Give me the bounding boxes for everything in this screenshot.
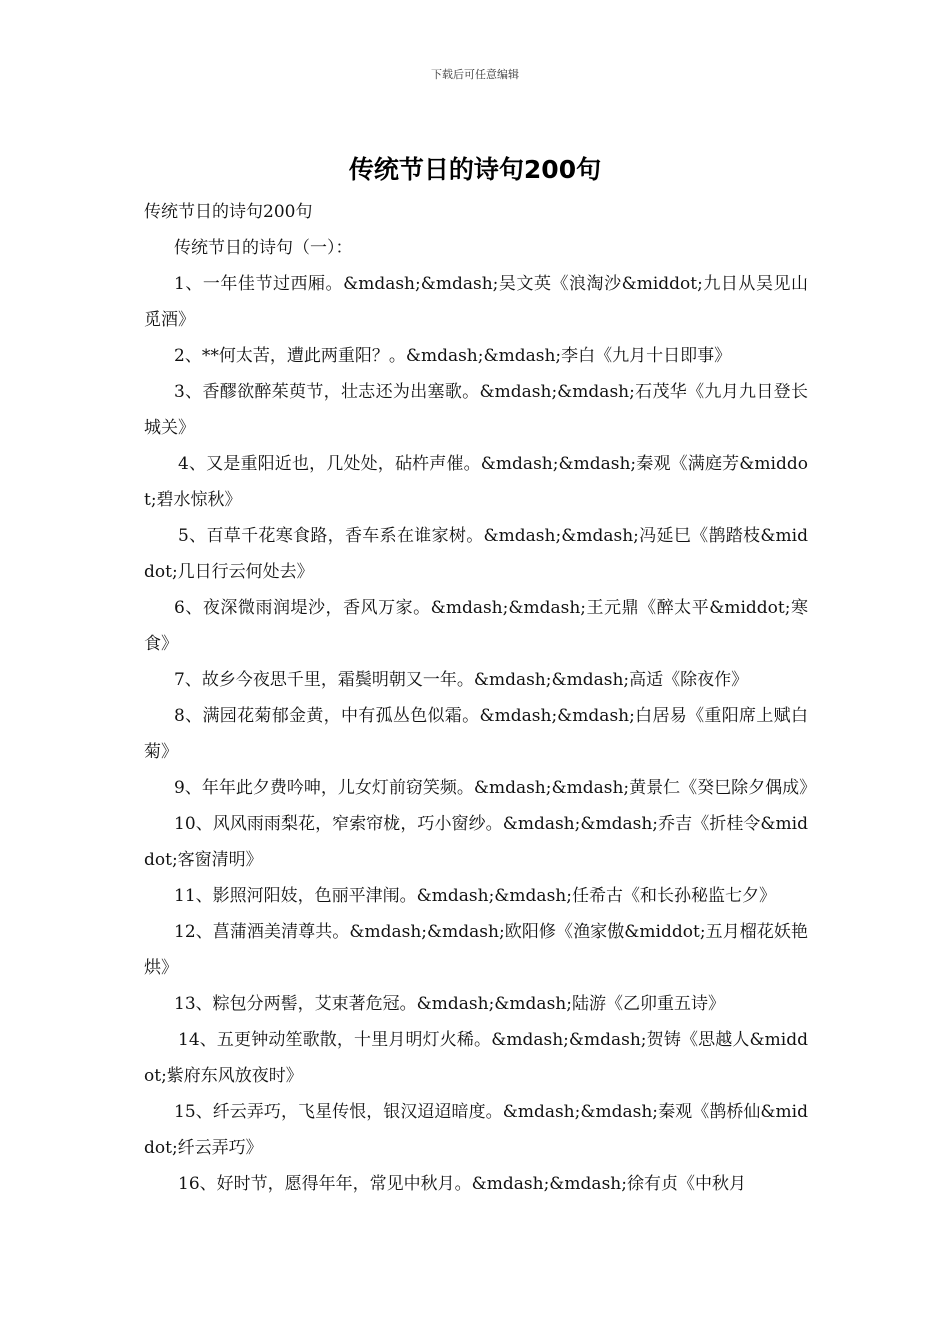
poem-line: 14、五更钟动笙歌散，十里月明灯火稀。&mdash;&mdash;贺铸《思越人&middot;紫府东风放夜时》 <box>144 1030 808 1086</box>
document-title: 传统节日的诗句200句 <box>348 155 602 184</box>
poem-line: 5、百草千花寒食路，香车系在谁家树。&mdash;&mdash;冯延巳《鹊踏枝&middot;几日行云何处去》 <box>144 526 808 582</box>
poem-line: 15、纤云弄巧，飞星传恨，银汉迢迢暗度。&mdash;&mdash;秦观《鹊桥仙&middot;纤云弄巧》 <box>144 1102 808 1158</box>
poem-line: 12、菖蒲酒美清尊共。&mdash;&mdash;欧阳修《渔家傲&middot;五月榴花妖艳烘》 <box>144 922 808 978</box>
poem-line: 13、粽包分两髻，艾束著危冠。&mdash;&mdash;陆游《乙卯重五诗》 <box>174 994 725 1014</box>
body-subtitle: 传统节日的诗句200句 <box>144 202 313 222</box>
poem-line: 2、**何太苦，遭此两重阳？。&mdash;&mdash;李白《九月十日即事》 <box>174 346 732 366</box>
section-heading: 传统节日的诗句（一）： <box>174 238 353 258</box>
poem-line: 6、夜深微雨润堤沙，香风万家。&mdash;&mdash;王元鼎《醉太平&middot;寒食》 <box>144 598 808 654</box>
poem-line: 1、一年佳节过西厢。&mdash;&mdash;吴文英《浪淘沙&middot;九日从吴见山觅酒》 <box>144 274 808 330</box>
poem-line: 11、影照河阳妓，色丽平津闱。&mdash;&mdash;任希古《和长孙秘监七夕》 <box>174 886 776 906</box>
poem-line: 16、好时节，愿得年年，常见中秋月。&mdash;&mdash;徐有贞《中秋月 <box>178 1174 746 1194</box>
poem-line: 7、故乡今夜思千里，霜鬓明朝又一年。&mdash;&mdash;高适《除夜作》 <box>174 670 749 690</box>
header-note: 下载后可任意编辑 <box>431 68 519 81</box>
poem-line: 4、又是重阳近也，几处处，砧杵声催。&mdash;&mdash;秦观《满庭芳&middot;碧水惊秋》 <box>144 454 808 510</box>
poem-line: 3、香醪欲醉茱萸节，壮志还为出塞歌。&mdash;&mdash;石茂华《九月九日登长城关》 <box>144 382 808 438</box>
poem-line: 9、年年此夕费吟呻，儿女灯前窃笑频。&mdash;&mdash;黄景仁《癸巳除夕偶成》 <box>174 778 817 798</box>
document-body <box>144 194 817 1202</box>
poem-line: 10、风风雨雨梨花，窄索帘栊，巧小窗纱。&mdash;&mdash;乔吉《折桂令&middot;客窗清明》 <box>144 814 808 870</box>
poem-line: 8、满园花菊郁金黄，中有孤丛色似霜。&mdash;&mdash;白居易《重阳席上赋白菊》 <box>144 706 808 762</box>
